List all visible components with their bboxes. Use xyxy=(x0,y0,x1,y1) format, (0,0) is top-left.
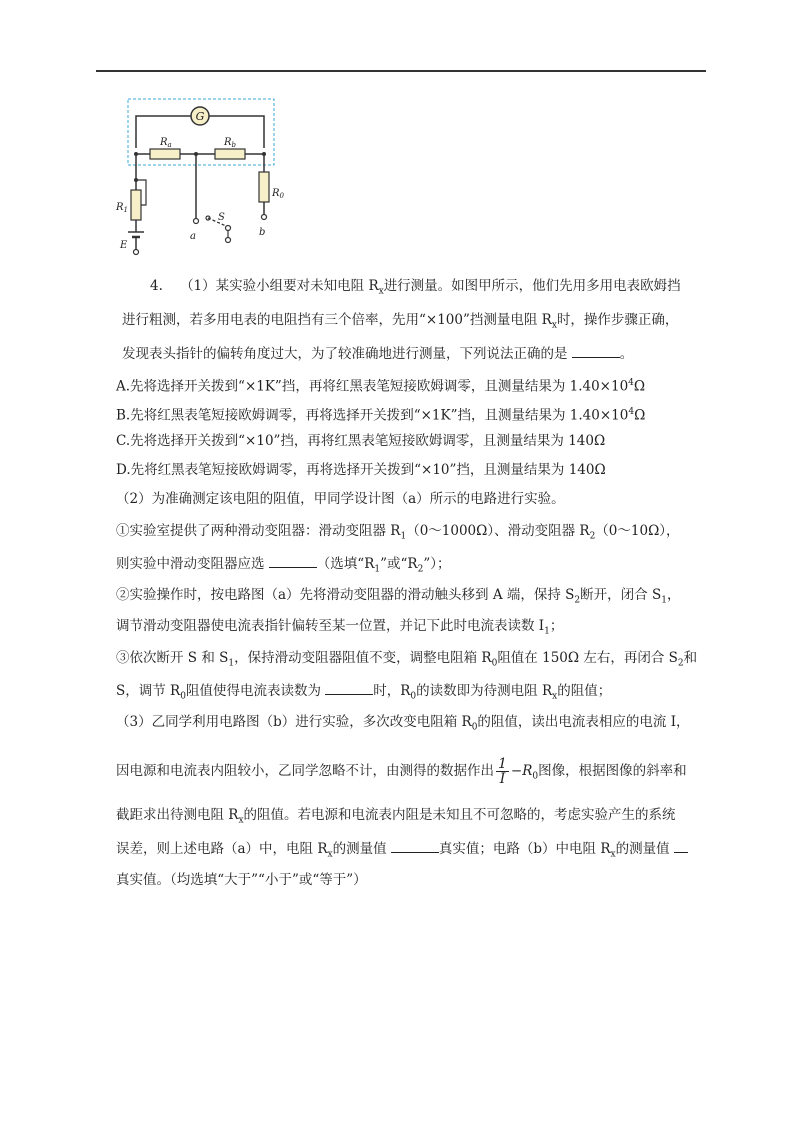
fraction-1-over-i: $\frac{1}{I}$ xyxy=(498,756,507,787)
resistor-r0-label: $R_0$ xyxy=(272,188,284,200)
part-3-line-5: 真实值。（均选填“大于”“小于”或“等于”） xyxy=(116,872,367,888)
resistor-ra-label: $R_a$ xyxy=(160,137,172,149)
answer-blank-1[interactable] xyxy=(572,343,620,358)
part-3-line-3: 截距求出待测电阻 $R_x$的阻值。若电源和电流表内阻是未知且不可忽略的，考虑实验产生的系统 xyxy=(116,807,676,826)
terminal-b xyxy=(262,215,267,220)
circuit-svg xyxy=(112,92,292,267)
part-3-line-1: （3）乙同学利用电路图（b）进行实验，多次改变电阻箱 $R_0$的阻值，读出电流表相应的电流 I， xyxy=(116,714,690,733)
question-line-1: 4. （1）某实验小组要对未知电阻 $R_x$进行测量。如图甲所示，他们先用多用电表欧姆挡 xyxy=(150,278,681,297)
option-a[interactable]: A.先将选择开关拨到“×1K”挡，再将红黑表笔短接欧姆调零，且测量结果为 $1.40\times 10^4\Omega$ xyxy=(116,378,646,395)
part-3-line-4: 误差，则上述电路（a）中，电阻 $R_x$的测量值 真实值；电路（b）中电阻 $R_x$的测量值 xyxy=(116,838,688,865)
question-line-3: 发现表头指针的偏转角度过大，为了较准确地进行测量，下列说法正确的是 。 xyxy=(122,343,633,364)
answer-blank-5[interactable] xyxy=(674,838,688,853)
option-c[interactable]: C.先将选择开关拨到“×10”挡，再将红黑表笔短接欧姆调零，且测量结果为 140Ω xyxy=(116,433,606,449)
question-number: 4. xyxy=(150,278,163,294)
option-d[interactable]: D.先将红黑表笔短接欧姆调零，再将选择开关拨到“×10”挡，且测量结果为 140Ω xyxy=(116,462,606,478)
question-line-2: 进行粗测，若多用电表的电阻挡有三个倍率，先用“×100”挡测量电阻 $R_x$时，操作步骤正确， xyxy=(122,312,679,331)
answer-blank-2[interactable] xyxy=(269,553,317,568)
terminal-a xyxy=(194,219,199,224)
rheostat-r1-icon xyxy=(131,190,141,220)
part-3-line-2: 因电源和电流表内阻较小，乙同学忽略不计，由测得的数据作出 $\frac{1}{I}$ $-R_0$图像，根据图像的斜率和 xyxy=(116,756,687,787)
terminal-a-label: a xyxy=(190,231,196,242)
step-1-line-2: 则实验中滑动变阻器应选 （选填“$R_1$”或“$R_2$”）； xyxy=(116,553,450,580)
step-2-line-1: ②实验操作时，按电路图（a）先将滑动变阻器的滑动触头移到 A 端，保持 $S_2$断开，闭合 $S_1$， xyxy=(116,587,681,606)
rheostat-r1-label: $R_1$ xyxy=(116,202,128,214)
header-rule xyxy=(96,70,706,72)
answer-blank-3[interactable] xyxy=(325,680,373,695)
answer-blank-4[interactable] xyxy=(391,838,439,853)
resistor-r0-icon xyxy=(259,172,269,202)
step-3-line-2: S，调节 $R_0$阻值使得电流表读数为 时，$R_0$的读数即为待测电阻 $R_x$的阻值； xyxy=(116,680,611,707)
part-2-heading: （2）为准确测定该电阻的阻值，甲同学设计图（a）所示的电路进行实验。 xyxy=(116,491,565,507)
galvanometer-label: G xyxy=(195,110,205,123)
battery-label: E xyxy=(120,240,128,251)
resistor-ra-icon xyxy=(150,149,180,159)
resistor-rb-label: $R_b$ xyxy=(224,137,237,149)
switch-label: S xyxy=(218,212,225,223)
step-2-line-2: 调节滑动变阻器使电流表指针偏转至某一位置，并记下此时电流表读数 $I_1$； xyxy=(116,618,564,637)
resistor-rb-icon xyxy=(215,149,245,159)
option-b[interactable]: B.先将红黑表笔短接欧姆调零，再将选择开关拨到“×1K”挡，且测量结果为 $1.40\times 10^4\Omega$ xyxy=(116,407,646,424)
step-1-line-1: ①实验室提供了两种滑动变阻器：滑动变阻器 $R_1(0\sim 1000\Omega)$、滑动变阻器 $R_2(0\sim 10\Omega)$， xyxy=(116,523,680,542)
circuit-diagram xyxy=(112,92,292,267)
step-3-line-1: ③依次断开 S 和 $S_1$，保持滑动变阻器阻值不变，调整电阻箱 $R_0$阻值在 150Ω 左右，再闭合 $S_2$和 xyxy=(116,650,698,669)
terminal-b-label: b xyxy=(259,227,266,238)
